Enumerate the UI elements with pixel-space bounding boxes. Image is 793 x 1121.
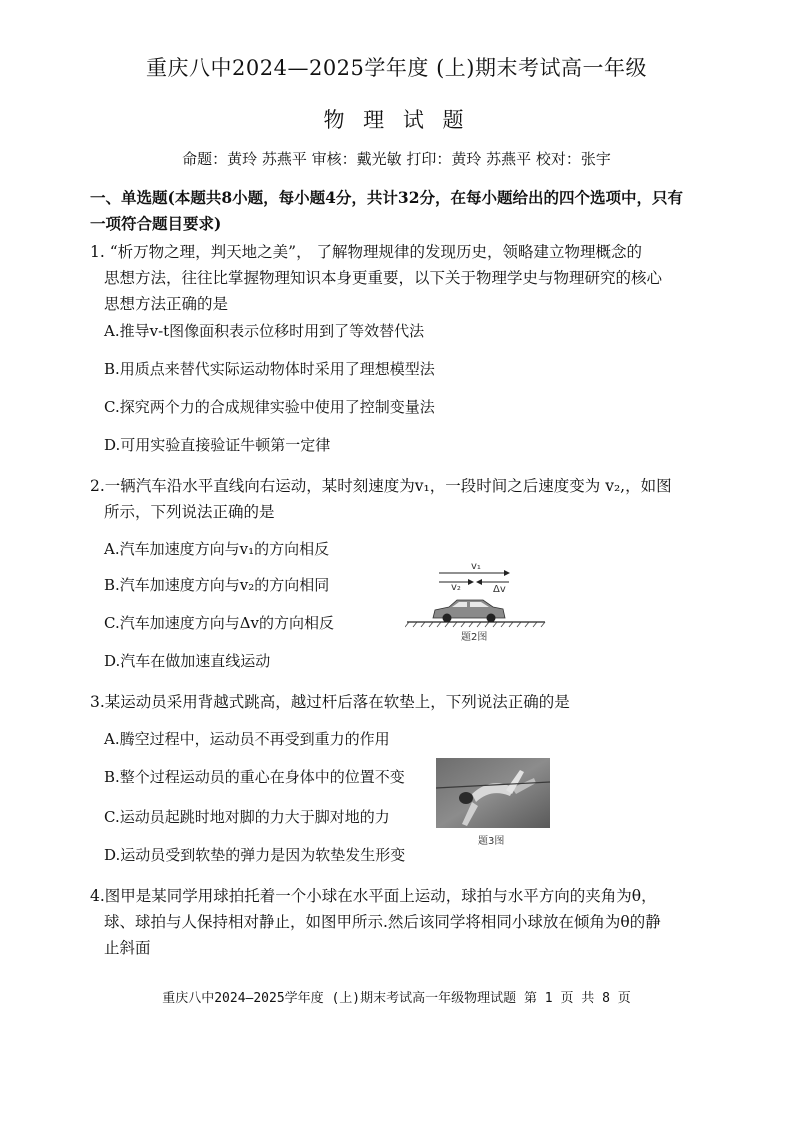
- q2-option-a: A.汽车加速度方向与v₁的方向相反: [104, 540, 330, 558]
- q2-option-c: C.汽车加速度方向与Δv的方向相反: [104, 614, 335, 632]
- q2-figure-caption: 题2图: [461, 632, 488, 643]
- q1-option-d: D.可用实验直接验证牛顿第一定律: [104, 436, 331, 454]
- q2-stem-line1: 2.一辆汽车沿水平直线向右运动，某时刻速度为v₁，一段时间之后速度变为 v₂,，如图: [90, 477, 672, 495]
- q3-stem-line1: 3.某运动员采用背越式跳高，越过杆后落在软垫上，下列说法正确的是: [90, 693, 570, 711]
- page-title: 重庆八中2024—2025学年度 (上)期末考试高一年级: [146, 56, 647, 80]
- dv-label: Δv: [493, 584, 506, 595]
- q1-stem-line2: 思想方法，往往比掌握物理知识本身更重要，以下关于物理学史与物理研究的核心: [104, 269, 663, 287]
- q2-option-d: D.汽车在做加速直线运动: [104, 652, 271, 670]
- q3-option-a: A.腾空过程中，运动员不再受到重力的作用: [104, 730, 390, 748]
- staff-line: 命题：黄玲 苏燕平 审核：戴光敏 打印：黄玲 苏燕平 校对：张宇: [182, 150, 611, 168]
- q4-stem-line2: 球、球拍与人保持相对静止，如图甲所示.然后该同学将相同小球放在倾角为θ的静: [104, 913, 661, 931]
- q4-stem-line1: 4.图甲是某同学用球拍托着一个小球在水平面上运动，球拍与水平方向的夹角为θ，: [90, 887, 657, 905]
- q3-figure-caption: 题3图: [478, 836, 505, 847]
- q1-option-a: A.推导v-t图像面积表示位移时用到了等效替代法: [104, 322, 425, 340]
- q1-option-b: B.用质点来替代实际运动物体时采用了理想模型法: [104, 360, 435, 378]
- v1-label: v₁: [471, 561, 481, 572]
- q1-option-c: C.探究两个力的合成规律实验中使用了控制变量法: [104, 398, 435, 416]
- q2-option-b: B.汽车加速度方向与v₂的方向相同: [104, 576, 330, 594]
- section-heading-cont: 一项符合题目要求): [90, 214, 222, 233]
- q3-option-c: C.运动员起跳时地对脚的力大于脚对地的力: [104, 808, 390, 826]
- page-subtitle: 物 理 试 题: [323, 108, 470, 132]
- ground-hatch: [405, 622, 545, 627]
- q1-stem-line3: 思想方法正确的是: [104, 295, 229, 313]
- page-footer: 重庆八中2024—2025学年度 (上)期末考试高一年级物理试题 第 1 页 共 8 页: [162, 991, 631, 1006]
- car-icon: [433, 600, 505, 623]
- q3-figure-highjump-photo: [436, 758, 552, 850]
- q1-stem-line1: 1. “析万物之理，判天地之美”， 了解物理规律的发现历史，领略建立物理概念的: [90, 243, 642, 261]
- q3-option-b: B.整个过程运动员的重心在身体中的位置不变: [104, 768, 405, 786]
- v2-label: v₂: [451, 582, 461, 593]
- q4-stem-line3: 止斜面: [104, 939, 151, 957]
- section-heading: 一、单选题(本题共8小题，每小题4分，共计32分，在每小题给出的四个选项中，只有: [90, 188, 683, 207]
- q2-stem-line2: 所示，下列说法正确的是: [104, 503, 275, 521]
- q2-figure-car: [405, 560, 550, 644]
- q3-option-d: D.运动员受到软垫的弹力是因为软垫发生形变: [104, 846, 406, 864]
